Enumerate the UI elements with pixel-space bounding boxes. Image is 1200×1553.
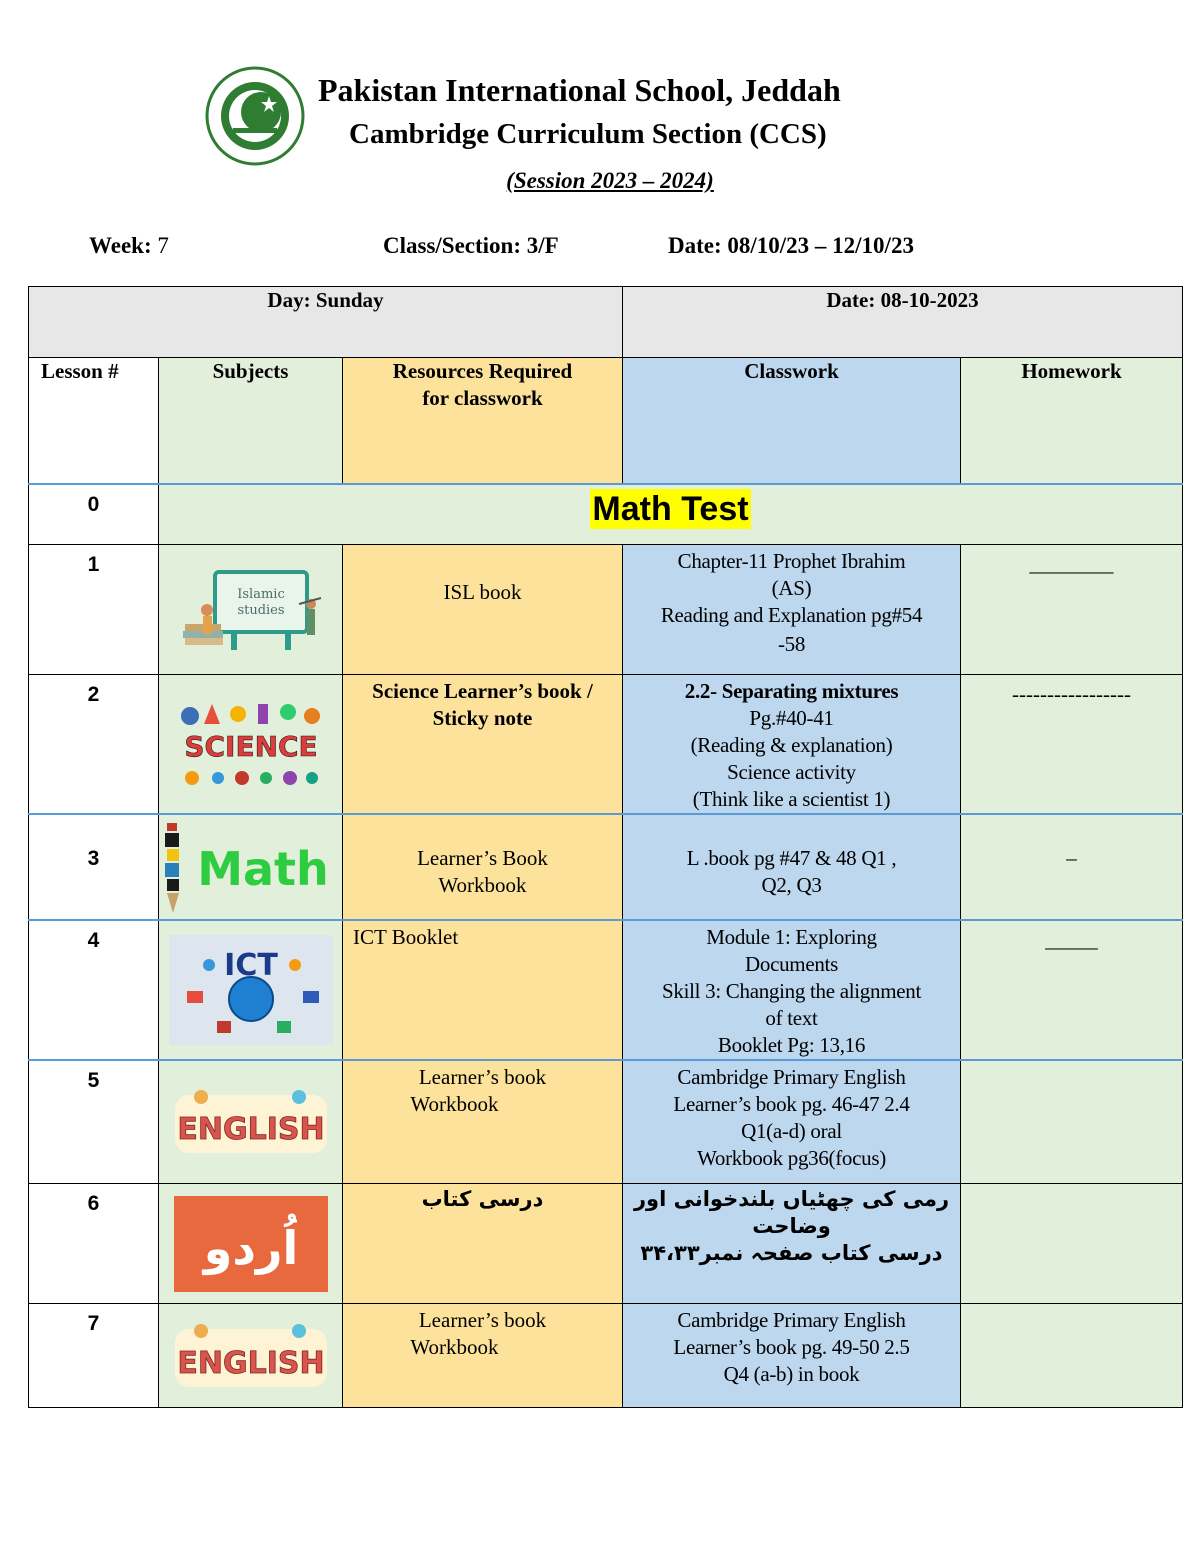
class-label: Class/Section:	[383, 233, 521, 258]
classwork-line: Pg.#40-41	[749, 705, 834, 730]
classwork-line: Workbook pg36(focus)	[697, 1145, 886, 1170]
classwork-line: Booklet Pg: 13,16	[717, 1032, 866, 1057]
math-test-banner: Math Test	[592, 490, 749, 528]
school-name: Pakistan International School, Jeddah	[318, 72, 841, 108]
resource-line: Workbook	[410, 1335, 499, 1359]
icon-label: ENGLISH	[176, 1111, 325, 1147]
lesson-number: 6	[29, 1184, 159, 1304]
classwork-line: Q2, Q3	[761, 872, 822, 897]
table-row	[29, 1184, 1183, 1304]
resource-cell: Science Learner’s book / Sticky note	[343, 674, 623, 814]
resource-cell: درسی کتاب	[343, 1184, 623, 1304]
classwork-line: درسی کتاب صفحہ نمبر۳۴،۳۳	[640, 1241, 943, 1265]
subject-cell	[159, 1060, 343, 1184]
subject-cell	[159, 814, 343, 920]
date-value: 08/10/23 – 12/10/23	[727, 233, 914, 258]
subject-cell	[159, 1184, 343, 1304]
classwork-line: Science activity	[727, 759, 856, 784]
date-label: Date:	[668, 233, 722, 258]
col-resources-line2: for classwork	[422, 386, 543, 410]
classwork-line: Skill 3: Changing the alignment	[661, 978, 921, 1003]
table-row	[29, 544, 1183, 674]
col-resources-line1: Resources Required	[392, 359, 573, 383]
classwork-line: Learner’s book pg. 49-50 2.5	[673, 1335, 910, 1359]
resource-line: Learner’s book	[418, 1064, 547, 1089]
table-row	[29, 814, 1183, 920]
resource-cell: ISL book	[343, 544, 623, 674]
icon-label: ICT	[223, 947, 278, 983]
table-row	[29, 920, 1183, 1060]
icon-label: studies	[236, 603, 285, 618]
classwork-line: Learner’s book pg. 46-47 2.4	[673, 1091, 910, 1116]
subject-cell	[159, 1304, 343, 1408]
lesson-number: 4	[29, 920, 159, 1060]
lesson-number: 5	[29, 1060, 159, 1184]
col-resources	[343, 358, 623, 485]
classwork-cell	[623, 1060, 961, 1184]
resource-line: Workbook	[410, 1091, 499, 1116]
classwork-line: رمی کی چھٹیاں بلندخوانی اور وضاحت	[633, 1187, 950, 1238]
homework-cell	[961, 1060, 1183, 1184]
resource-cell	[343, 1304, 623, 1408]
english-icon	[173, 1079, 329, 1165]
classwork-cell	[623, 544, 961, 674]
classwork-line: 2.2- Separating mixtures	[684, 678, 899, 703]
col-lesson: Lesson #	[29, 358, 159, 485]
islamic-studies-icon	[171, 564, 331, 654]
table-row	[29, 484, 1183, 544]
week-value: 7	[157, 233, 169, 258]
math-icon	[161, 819, 341, 915]
homework-cell: –	[961, 814, 1183, 920]
class-info	[383, 233, 559, 259]
ict-icon	[169, 935, 333, 1045]
session-label: (Session 2023 – 2024)	[506, 168, 714, 193]
classwork-line: (Reading & explanation)	[690, 732, 893, 757]
resource-cell	[343, 1060, 623, 1184]
icon-label: اُردو	[203, 1220, 298, 1275]
classwork-cell	[623, 814, 961, 920]
classwork-line: (AS)	[771, 575, 812, 600]
table-row	[29, 1060, 1183, 1184]
resource-line: Learner’s book	[418, 1308, 547, 1332]
subject-cell	[159, 920, 343, 1060]
week-info	[89, 233, 169, 259]
icon-label: ENGLISH	[176, 1345, 325, 1381]
column-header-row	[29, 358, 1183, 485]
classwork-line: Documents	[745, 951, 838, 976]
resource-cell	[343, 814, 623, 920]
lesson-number: 2	[29, 674, 159, 814]
subject-cell	[159, 544, 343, 674]
lesson-plan-table	[28, 286, 1183, 1408]
classwork-line: Reading and Explanation pg#54	[660, 602, 923, 627]
week-label: Week:	[89, 233, 152, 258]
day-label: Day: Sunday	[29, 287, 623, 358]
resource-line: Learner’s Book	[417, 845, 548, 870]
resource-cell: ICT Booklet	[343, 920, 623, 1060]
classwork-line: Cambridge Primary English	[677, 1064, 906, 1089]
day-row	[29, 287, 1183, 358]
col-homework: Homework	[961, 358, 1183, 485]
classwork-line: Chapter-11 Prophet Ibrahim	[677, 548, 906, 573]
classwork-line: Q1(a-d) oral	[741, 1118, 842, 1143]
classwork-cell	[623, 1304, 961, 1408]
classwork-cell	[623, 1184, 961, 1304]
date-info	[668, 233, 914, 259]
section-name: Cambridge Curriculum Section (CCS)	[349, 118, 827, 150]
classwork-line: -58	[777, 631, 806, 656]
lesson-number: 3	[29, 814, 159, 920]
classwork-line: L .book pg #47 & 48 Q1 ,	[686, 845, 897, 870]
classwork-line: Module 1: Exploring	[706, 924, 877, 949]
science-icon	[176, 694, 326, 794]
lesson-number: 1	[29, 544, 159, 674]
icon-label: Math	[196, 841, 329, 896]
classwork-line: Cambridge Primary English	[677, 1308, 906, 1332]
homework-cell	[961, 1304, 1183, 1408]
english-icon	[173, 1313, 329, 1399]
homework-cell	[961, 1184, 1183, 1304]
table-row	[29, 1304, 1183, 1408]
school-logo	[203, 66, 307, 166]
table-row	[29, 674, 1183, 814]
classwork-cell	[623, 674, 961, 814]
icon-label: Islamic	[236, 587, 285, 602]
homework-cell: _____	[961, 920, 1183, 1060]
class-value: 3/F	[526, 233, 559, 258]
lesson-number: 7	[29, 1304, 159, 1408]
day-date: Date: 08-10-2023	[623, 287, 1183, 358]
urdu-icon	[174, 1196, 328, 1292]
resource-line: Workbook	[438, 872, 527, 897]
subject-cell	[159, 674, 343, 814]
col-subjects: Subjects	[159, 358, 343, 485]
homework-cell: ________	[961, 544, 1183, 674]
classwork-cell	[623, 920, 961, 1060]
homework-cell: -----------------	[961, 674, 1183, 814]
classwork-line: (Think like a scientist 1)	[692, 786, 891, 811]
lesson-number: 0	[29, 484, 159, 544]
math-test-banner-cell	[159, 484, 1183, 544]
classwork-line: Q4 (a-b) in book	[723, 1362, 860, 1386]
col-classwork: Classwork	[623, 358, 961, 485]
classwork-line: of text	[765, 1005, 818, 1030]
icon-label: SCIENCE	[183, 729, 318, 763]
